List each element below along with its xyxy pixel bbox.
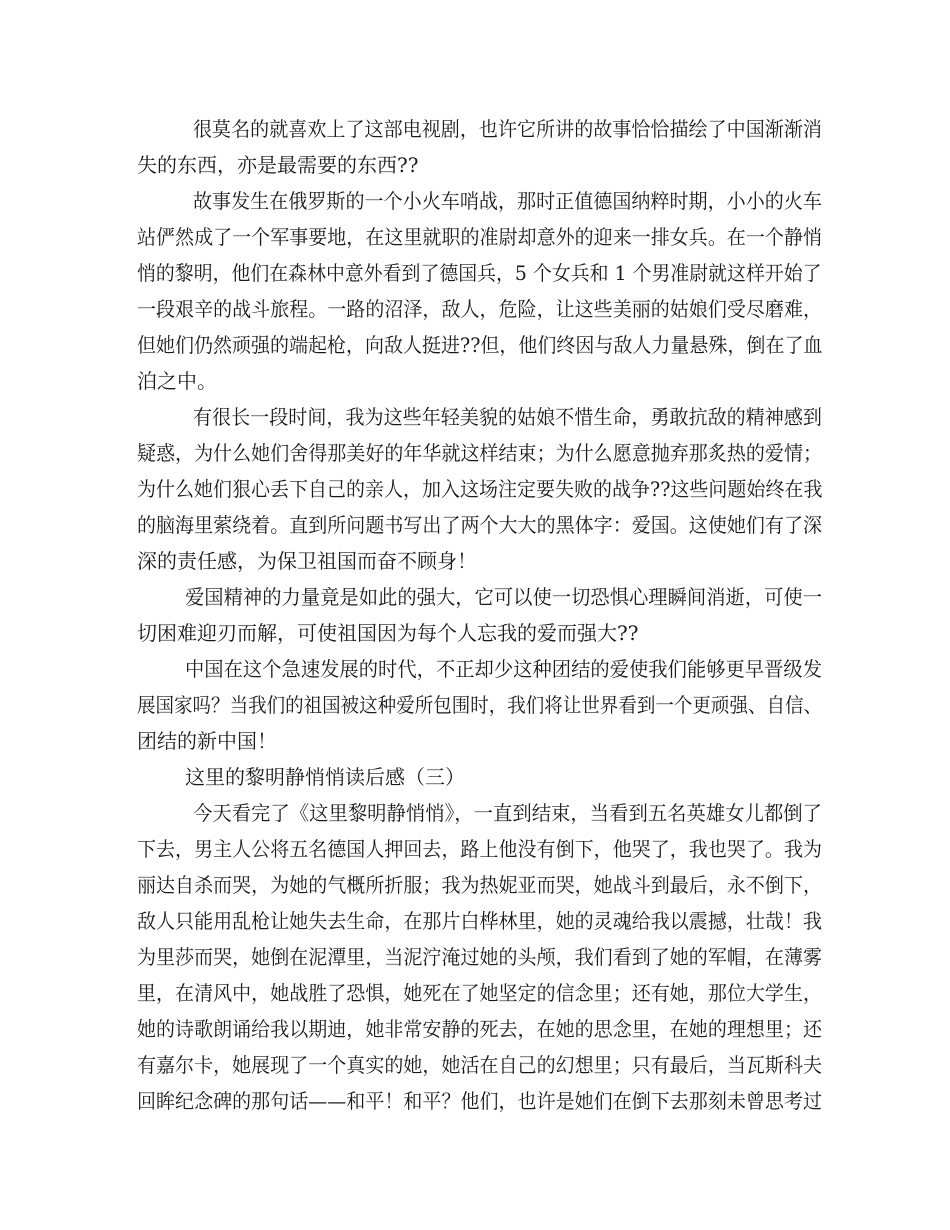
text-line: 一段艰辛的战斗旅程。一路的沼泽，敌人，危险，让这些美丽的姑娘们受尽磨难， — [137, 297, 823, 321]
text-line: 悄的黎明，他们在森林中意外看到了德国兵，5 个女兵和 1 个男准尉就这样开始了 — [137, 261, 822, 285]
text-line: 站俨然成了一个军事要地，在这里就职的准尉却意外的迎来一排女兵。在一个静悄 — [137, 225, 823, 249]
text-line: 团结的新中国！ — [137, 729, 277, 753]
text-line: 很莫名的就喜欢上了这部电视剧，也许它所讲的故事恰恰描绘了中国渐渐消 — [193, 117, 822, 141]
text-line: 爱国精神的力量竟是如此的强大，它可以使一切恐惧心理瞬间消逝，可使一 — [185, 585, 823, 609]
text-line: 下去，男主人公将五名德国人押回去，路上他没有倒下，他哭了，我也哭了。我为 — [137, 837, 823, 861]
text-line: 泊之中。 — [137, 369, 217, 393]
text-line: 敌人只能用乱枪让她失去生命，在那片白桦林里，她的灵魂给我以震撼，壮哉！我 — [137, 909, 823, 933]
text-line: 为里莎而哭，她倒在泥潭里，当泥泞淹过她的头颅，我们看到了她的军帽，在薄雾 — [137, 945, 823, 969]
text-line: 深的责任感，为保卫祖国而奋不顾身！ — [137, 549, 477, 573]
text-line: 她的诗歌朗诵给我以期迪，她非常安静的死去，在她的思念里，在她的理想里；还 — [137, 1017, 823, 1041]
text-line: 回眸纪念碑的那句话——和平！和平？他们，也许是她们在倒下去那刻未曾思考过 — [137, 1089, 823, 1113]
text-line: 展国家吗？当我们的祖国被这种爱所包围时，我们将让世界看到一个更顽强、自信、 — [137, 693, 823, 717]
text-line: 失的东西，亦是最需要的东西?? — [137, 153, 419, 177]
text-line: 疑惑，为什么她们舍得那美好的年华就这样结束；为什么愿意抛弃那炙热的爱情； — [137, 441, 823, 465]
text-line: 为什么她们狠心丢下自己的亲人，加入这场注定要失败的战争??这些问题始终在我 — [137, 477, 823, 501]
text-line: 丽达自杀而哭，为她的气概所折服；我为热妮亚而哭，她战斗到最后，永不倒下， — [137, 873, 823, 897]
text-line: 有很长一段时间，我为这些年轻美貌的姑娘不惜生命，勇敢抗敌的精神感到 — [193, 405, 822, 429]
text-line: 切困难迎刃而解，可使祖国因为每个人忘我的爱而强大?? — [137, 621, 639, 645]
text-line: 今天看完了《这里黎明静悄悄》，一直到结束，当看到五名英雄女儿都倒了 — [193, 801, 823, 825]
text-line: 有嘉尔卡，她展现了一个真实的她，她活在自己的幻想里；只有最后，当瓦斯科夫 — [137, 1053, 823, 1077]
text-line: 中国在这个急速发展的时代，不正却少这种团结的爱使我们能够更早晋级发 — [185, 657, 823, 681]
text-line: 但她们仍然顽强的端起枪，向敌人挺进??但，他们终因与敌人力量悬殊，倒在了血 — [137, 333, 823, 357]
text-line: 的脑海里萦绕着。直到所问题书写出了两个大大的黑体字：爱国。这使她们有了深 — [137, 513, 823, 537]
text-line: 里，在清风中，她战胜了恐惧，她死在了她坚定的信念里；还有她，那位大学生， — [137, 981, 823, 1005]
text-line: 故事发生在俄罗斯的一个小火车哨战，那时正值德国纳粹时期，小小的火车 — [193, 189, 822, 213]
section-heading: 这里的黎明静悄悄读后感（三） — [185, 765, 465, 789]
